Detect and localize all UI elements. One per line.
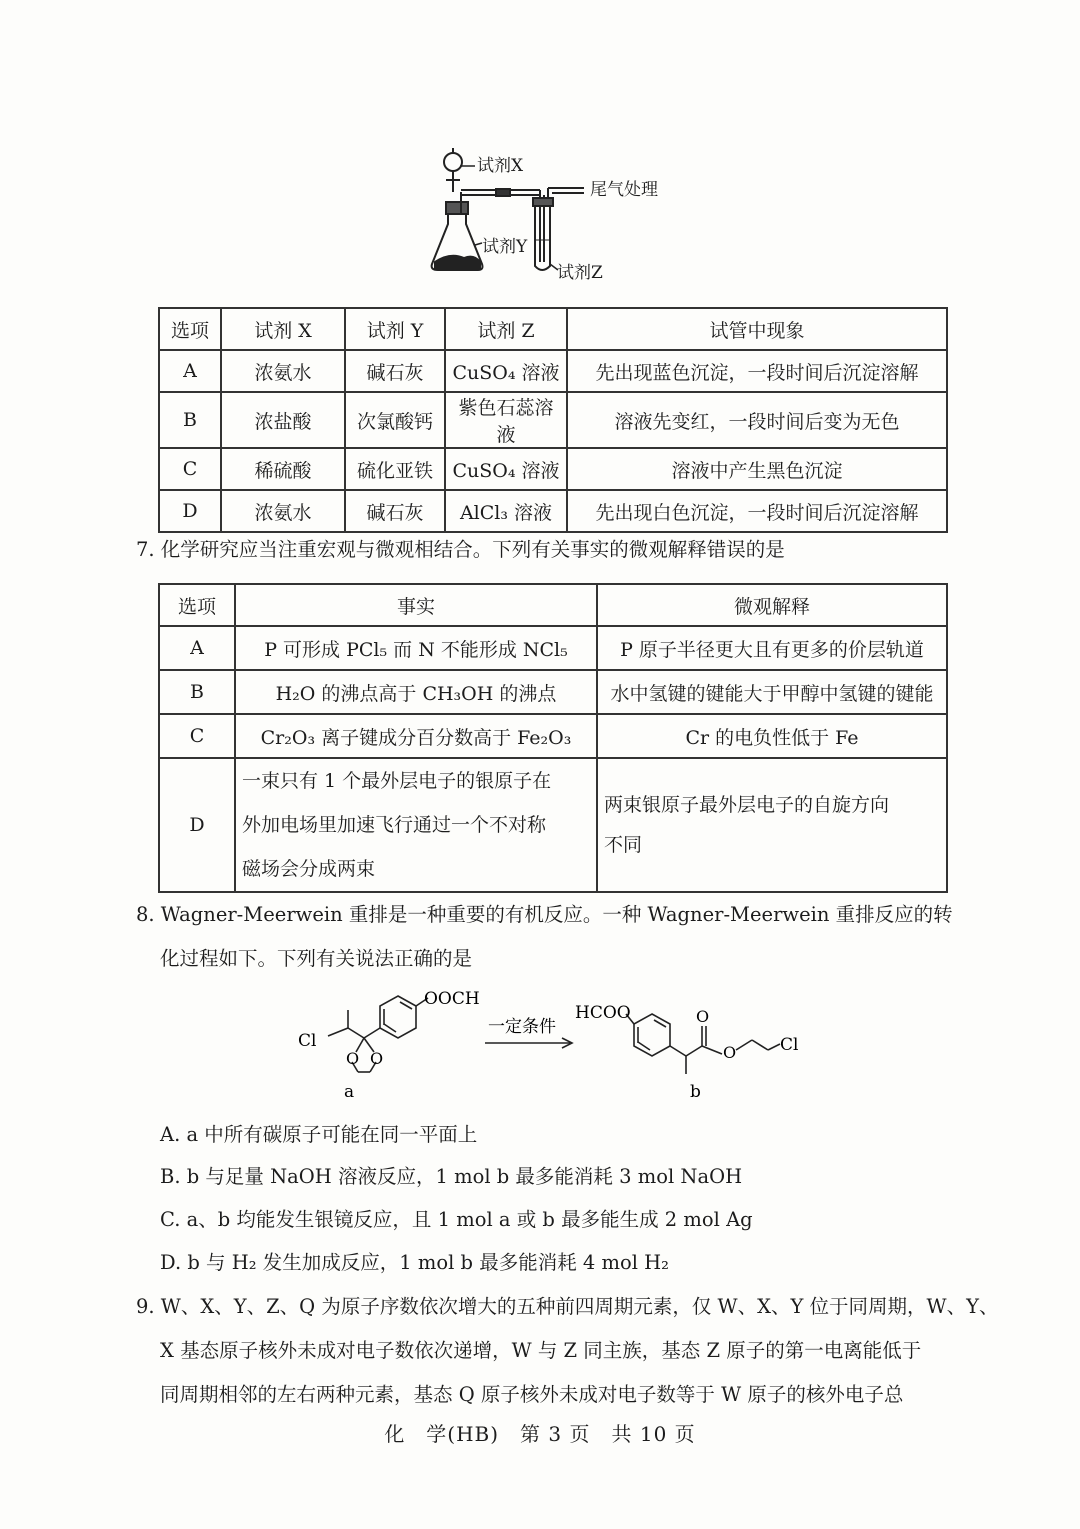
q9-line: 9. W、X、Y、Z、Q 为原子序数依次增大的五种前四周期元素，仅 W、X、Y 位于同周期，W、Y、 xyxy=(136,1295,999,1318)
header-cell: 选项 xyxy=(159,308,221,350)
table-row xyxy=(159,392,947,448)
separatory-funnel xyxy=(444,148,462,192)
explain-line: 两束银原子最外层电子的自旋方向 xyxy=(604,794,890,816)
explain-cell: 水中氢键的键能大于甲醇中氢键的键能 xyxy=(597,670,947,714)
header-cell: 试管中现象 xyxy=(567,308,947,350)
header-cell: 事实 xyxy=(235,584,597,626)
header-cell: 选项 xyxy=(159,584,235,626)
benzene-ring-a xyxy=(380,996,416,1038)
explain-cell xyxy=(597,758,947,892)
table-header-row xyxy=(159,308,947,350)
option-cell: A xyxy=(159,626,235,670)
apparatus-diagram xyxy=(420,140,680,285)
table-cell: CuSO₄ 溶液 xyxy=(445,350,567,392)
header-cell: 试剂 Y xyxy=(345,308,445,350)
table-cell: 溶液中产生黑色沉淀 xyxy=(567,448,947,490)
table-cell: 溶液先变红，一段时间后变为无色 xyxy=(567,392,947,448)
explain-line: 不同 xyxy=(604,834,643,856)
q9-line: X 基态原子核外未成对电子数依次递增，W 与 Z 同主族，基态 Z 原子的第一电离能低于 xyxy=(160,1339,922,1362)
o-label-a2: O xyxy=(370,1049,384,1068)
fact-cell: Cr₂O₃ 离子键成分百分数高于 Fe₂O₃ xyxy=(235,714,597,758)
table-cell: 紫色石蕊溶液 xyxy=(445,392,567,448)
q8-option-a: A. a 中所有碳原子可能在同一平面上 xyxy=(160,1123,478,1146)
q8-option-b: B. b 与足量 NaOH 溶液反应，1 mol b 最多能消耗 3 mol NaOH xyxy=(160,1165,743,1188)
explain-cell: Cr 的电负性低于 Fe xyxy=(597,714,947,758)
table-cell: 稀硫酸 xyxy=(221,448,345,490)
header-cell: 试剂 Z xyxy=(445,308,567,350)
label-a: a xyxy=(344,1082,355,1102)
q8-option-d: D. b 与 H₂ 发生加成反应，1 mol b 最多能消耗 4 mol H₂ xyxy=(160,1251,669,1274)
table-row xyxy=(159,626,947,670)
condition-label: 一定条件 xyxy=(488,1017,556,1037)
table-cell: 先出现白色沉淀，一段时间后沉淀溶解 xyxy=(567,490,947,532)
option-cell: C xyxy=(159,714,235,758)
q8-stem-line: 化过程如下。下列有关说法正确的是 xyxy=(160,947,473,970)
option-cell: A xyxy=(159,350,221,392)
option-cell: B xyxy=(159,392,221,448)
table-row xyxy=(159,714,947,758)
fact-line: 外加电场里加速飞行通过一个不对称 xyxy=(242,814,547,836)
reagent-x-label: 试剂X xyxy=(477,156,524,176)
q8-option-c: C. a、b 均能发生银镜反应，且 1 mol a 或 b 最多能生成 2 mol Ag xyxy=(160,1208,753,1231)
option-cell: C xyxy=(159,448,221,490)
option-cell: D xyxy=(159,490,221,532)
table-cell: CuSO₄ 溶液 xyxy=(445,448,567,490)
fact-cell: P 可形成 PCl₅ 而 N 不能形成 NCl₅ xyxy=(235,626,597,670)
fact-cell: H₂O 的沸点高于 CH₃OH 的沸点 xyxy=(235,670,597,714)
label-b: b xyxy=(690,1082,701,1102)
o-label-b2: O xyxy=(723,1043,737,1062)
table-row xyxy=(159,670,947,714)
table-row xyxy=(159,448,947,490)
page-footer: 化 学(HB) 第 3 页 共 10 页 xyxy=(384,1422,696,1446)
reagent-z-label: 试剂Z xyxy=(557,263,603,283)
exhaust-label: 尾气处理 xyxy=(590,180,658,200)
q8-stem xyxy=(136,893,953,981)
cl-label-b: Cl xyxy=(780,1035,799,1055)
ooch-label: OOCH xyxy=(424,989,480,1009)
reaction-scheme xyxy=(290,980,810,1105)
table-cell: 浓盐酸 xyxy=(221,392,345,448)
q9-stem xyxy=(136,1285,999,1417)
q9-line: 同周期相邻的左右两种元素，基态 Q 原子核外未成对电子数等于 W 原子的核外电子总 xyxy=(160,1383,904,1406)
table-cell: 碱石灰 xyxy=(345,350,445,392)
table-row xyxy=(159,490,947,532)
table-header-row xyxy=(159,584,947,626)
header-cell: 试剂 X xyxy=(221,308,345,350)
q7-stem: 7. 化学研究应当注重宏观与微观相结合。下列有关事实的微观解释错误的是 xyxy=(136,538,785,561)
table-cell: 浓氨水 xyxy=(221,490,345,532)
cl-label-a: Cl xyxy=(298,1031,317,1051)
option-cell: B xyxy=(159,670,235,714)
hcoo-label: HCOO xyxy=(575,1003,631,1023)
reagent-y-label: 试剂Y xyxy=(482,237,528,257)
table-cell: 先出现蓝色沉淀，一段时间后沉淀溶解 xyxy=(567,350,947,392)
option-cell: D xyxy=(159,758,235,892)
q7-table xyxy=(158,583,948,893)
o-label-a1: O xyxy=(346,1049,360,1068)
reagent-table xyxy=(158,307,948,533)
table-row xyxy=(159,350,947,392)
fact-line: 一束只有 1 个最外层电子的银原子在 xyxy=(242,770,552,792)
benzene-ring-b xyxy=(634,1014,670,1056)
fact-cell xyxy=(235,758,597,892)
table-cell: AlCl₃ 溶液 xyxy=(445,490,567,532)
table-cell: 碱石灰 xyxy=(345,490,445,532)
table-row xyxy=(159,758,947,892)
table-cell: 硫化亚铁 xyxy=(345,448,445,490)
table-cell: 浓氨水 xyxy=(221,350,345,392)
fact-line: 磁场会分成两束 xyxy=(242,858,376,880)
table-cell: 次氯酸钙 xyxy=(345,392,445,448)
explain-cell: P 原子半径更大且有更多的价层轨道 xyxy=(597,626,947,670)
conical-flask xyxy=(432,202,483,270)
q8-stem-line: 8. Wagner-Meerwein 重排是一种重要的有机反应。一种 Wagner-Meerwein 重排反应的转 xyxy=(136,903,953,926)
header-cell: 微观解释 xyxy=(597,584,947,626)
o-label-b1: O xyxy=(696,1007,710,1026)
